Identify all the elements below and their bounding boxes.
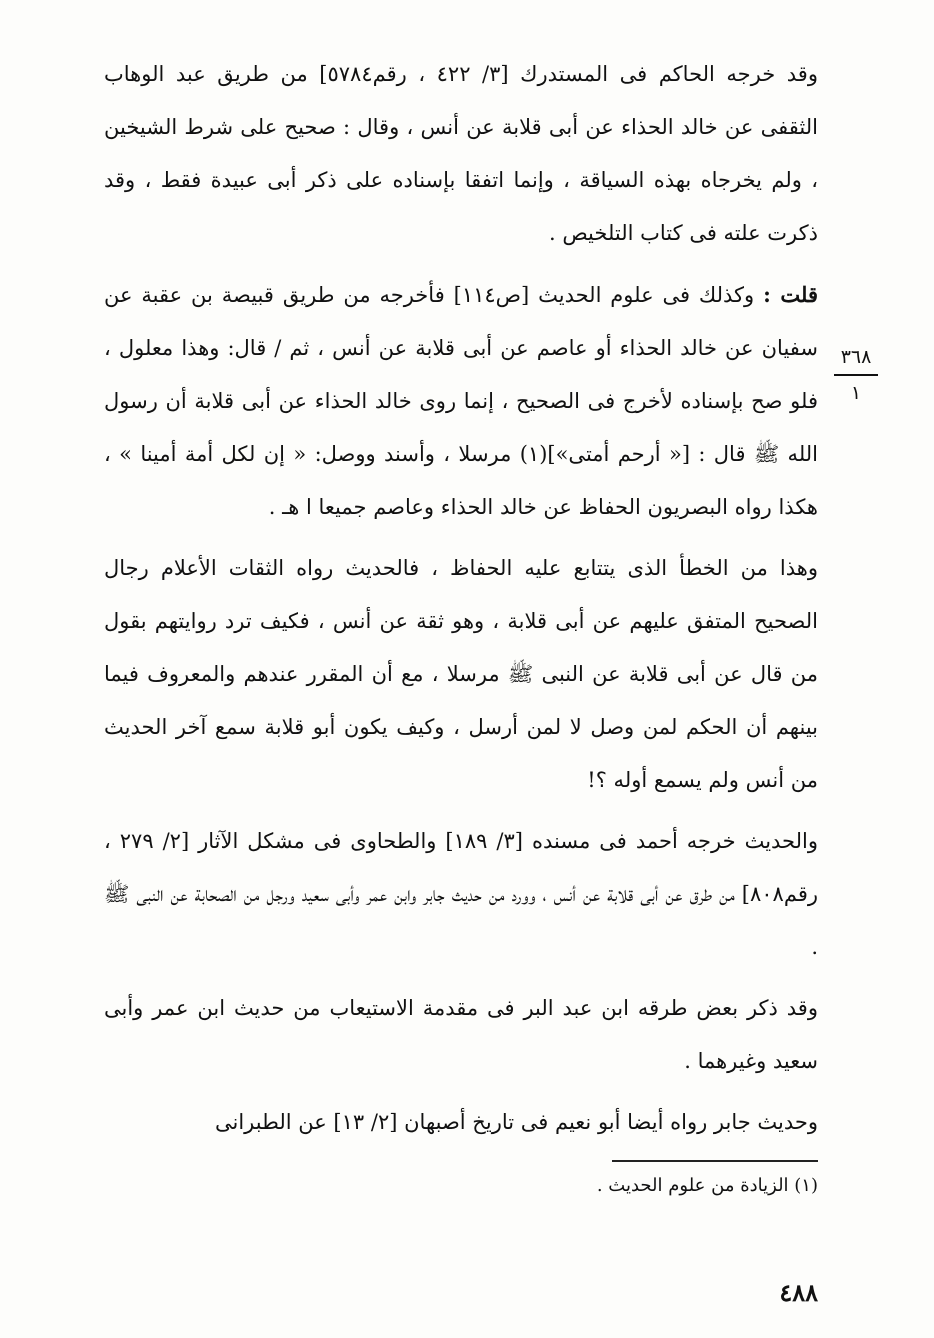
- paragraph-3: وهذا من الخطأ الذى يتتابع عليه الحفاظ ، فالحديث رواه الثقات الأعلام رجال الصحيح المتفق عليهم عن أبى قلابة ، وهو ثقة عن أنس ، فكيف ترد روايتهم بقول من قال عن أبى قلابة عن النبى ﷺ مرسلا ، مع أن المقرر عندهم والمعروف فيما بينهم أن الحكم لمن وصل لا لمن أرسل ، وكيف يكون أبو قلابة سمع آخر الحديث من أنس ولم يسمع أوله ؟!: [104, 556, 819, 792]
- margin-reference: [832, 344, 880, 406]
- paragraph-2-text: وكذلك فى علوم الحديث [ص١١٤] فأخرجه من طريق قبيصة بن عقبة عن سفيان عن خالد الحذاء أو عاصم عن أبى قلابة عن أنس ، ثم / قال: وهذا معلول ، فلو صح بإسناده لأخرج فى الصحيح ، إنما روى خالد الحذاء عن أبى قلابة أن رسول الله ﷺ قال : [« أرحم أمتى»](١) مرسلا ، وأسند ووصل: « إن لكل أمة أمينا » ، هكذا رواه البصريون الحفاظ عن خالد الحذاء وعاصم جميعا ا هـ .: [104, 283, 819, 519]
- margin-reference-rule: [834, 374, 878, 376]
- margin-reference-bottom: ١: [850, 382, 862, 404]
- paragraph-4: والحديث خرجه أحمد فى مسنده [٣/ ١٨٩] والطحاوى فى مشكل الآثار [٢/ ٢٧٩ ، رقم٨٠٨] من طرق عن أبى قلابة عن أنس ، وورد من حديث جابر وابن عمر وأبى سعيد ورجل من الصحابة عن النبى ﷺ .: [104, 829, 818, 959]
- paragraph-2: [104, 268, 818, 534]
- paragraph-6: وحديث جابر رواه أيضا أبو نعيم فى تاريخ أصبهان [٢/ ١٣] عن الطبرانى: [215, 1110, 818, 1134]
- page-number: ٤٨٨: [779, 1278, 818, 1307]
- main-text: [104, 48, 818, 1149]
- qult-label: قلت :: [763, 282, 818, 307]
- margin-reference-top: ٣٦٨: [840, 346, 872, 368]
- footnote: (١) الزيادة من علوم الحديث .: [596, 1175, 818, 1196]
- footnote-divider: [612, 1160, 818, 1162]
- paragraph-5: وقد ذكر بعض طرقه ابن عبد البر فى مقدمة الاستيعاب من حديث ابن عمر وأبى سعيد وغيرهما .: [104, 996, 818, 1073]
- paragraph-1: وقد خرجه الحاكم فى المستدرك [٣/ ٤٢٢ ، رقم٥٧٨٤] من طريق عبد الوهاب الثقفى عن خالد الحذاء عن أبى قلابة عن أنس ، وقال : صحيح على شرط الشيخين ، ولم يخرجاه بهذه السياقة ، وإنما اتفقا بإسناده على ذكر أبى عبيدة فقط ، وقد ذكرت علته فى كتاب التلخيص .: [104, 62, 818, 245]
